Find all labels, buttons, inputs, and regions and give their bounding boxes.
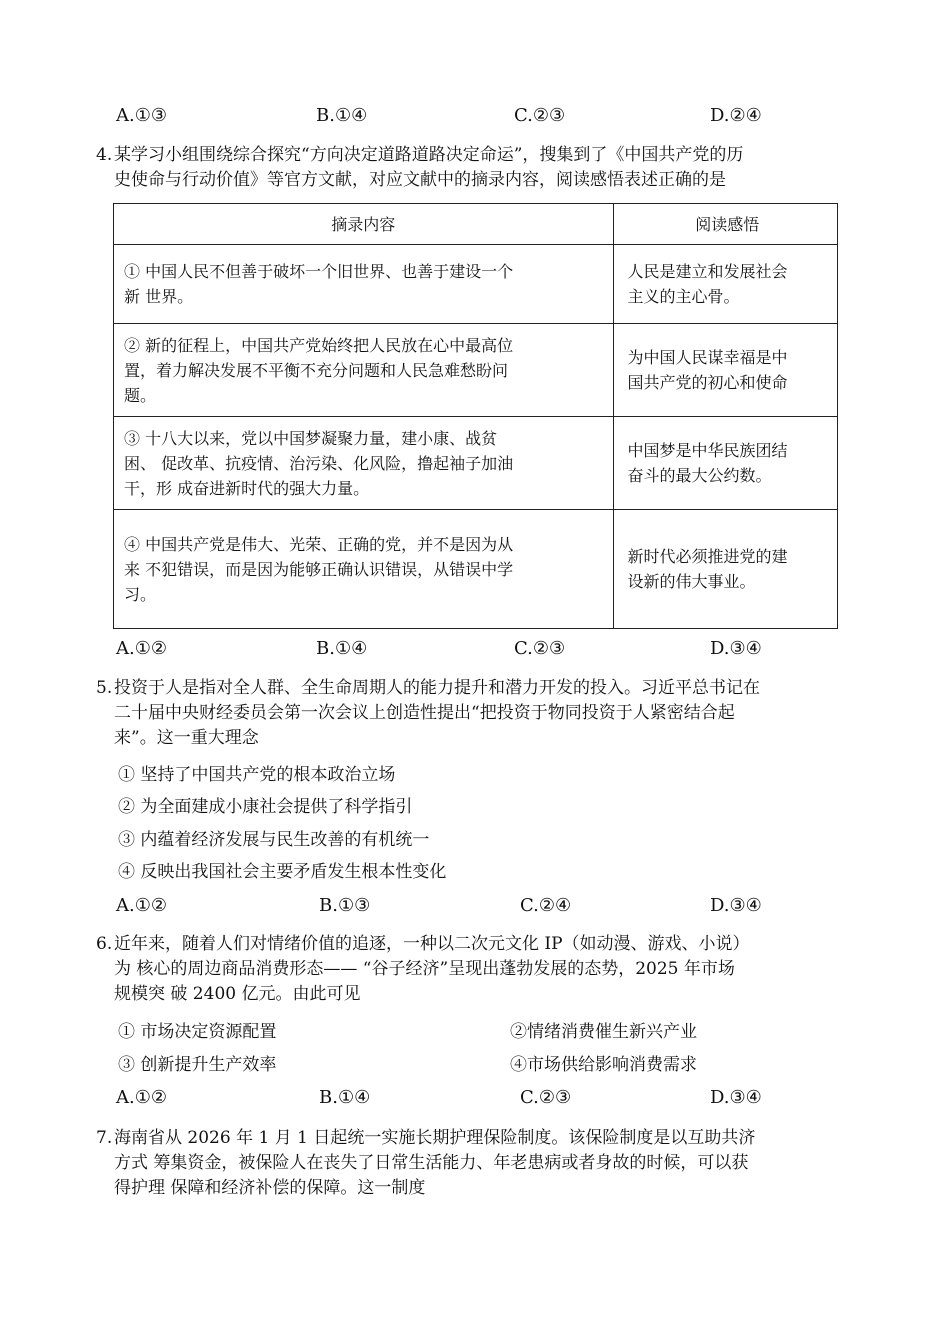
cell-line: 设新的伟大事业。	[627, 572, 756, 591]
cell-line: 来 不犯错误，而是因为能够正确认识错误，从错误中学	[124, 559, 514, 579]
cell-line: 新时代必须推进党的建	[627, 547, 788, 566]
q5-stem-line: 来”。这一重大理念	[114, 728, 259, 748]
table-cell-insight	[613, 510, 837, 629]
cell-line: 国共产党的初心和使命	[627, 373, 788, 392]
table-header-content: 摘录内容	[114, 204, 614, 245]
q6-item-3: ③ 创新提升生产效率	[118, 1055, 277, 1075]
table-row	[114, 510, 838, 629]
q4-stem-line: 某学习小组围绕综合探究“方向决定道路道路决定命运”，搜集到了《中国共产党的历	[114, 145, 744, 165]
q4-option-a: A.①②	[116, 638, 167, 659]
q5-stem-line: 二十届中央财经委员会第一次会议上创造性提出“把投资于物同投资于人紧密结合起	[114, 703, 735, 723]
q3-option-b: B.①④	[316, 105, 368, 126]
cell-line: 主义的主心骨。	[627, 287, 740, 306]
q5-option-c: C.②④	[520, 895, 572, 916]
q4-option-d: D.③④	[710, 638, 762, 659]
table-header-row	[114, 204, 838, 245]
q6-item-1: ① 市场决定资源配置	[118, 1022, 277, 1042]
q5-stem-line: 投资于人是指对全人群、全生命周期人的能力提升和潜力开发的投入。习近平总书记在	[114, 678, 760, 698]
q6-option-a: A.①②	[116, 1087, 167, 1108]
q6-item-4: ④市场供给影响消费需求	[510, 1055, 697, 1075]
q4-options	[116, 638, 836, 666]
q3-options	[116, 105, 836, 133]
q4-option-c: C.②③	[514, 638, 566, 659]
cell-line: 困、 促改革、抗疫情、治污染、化风险，撸起袖子加油	[124, 453, 514, 473]
q3-option-c: C.②③	[514, 105, 566, 126]
q6-option-b: B.①④	[319, 1087, 371, 1108]
q6-option-c: C.②③	[520, 1087, 572, 1108]
table-header-insight: 阅读感悟	[613, 204, 837, 245]
q7-stem-line: 海南省从 2026 年 1 月 1 日起统一实施长期护理保险制度。该保险制度是以互助共济	[114, 1128, 756, 1148]
q5-option-a: A.①②	[116, 895, 167, 916]
table-cell-content	[114, 417, 614, 510]
cell-line: ② 新的征程上，中国共产党始终把人民放在心中最高位	[124, 335, 514, 355]
q4-stem-line: 史使命与行动价值》等官方文献，对应文献中的摘录内容，阅读感悟表述正确的是	[114, 170, 726, 190]
q6-stem	[96, 932, 848, 1007]
q6-stem-line: 为 核心的周边商品消费形态—— “谷子经济”呈现出蓬勃发展的态势，2025 年市场	[114, 959, 735, 979]
cell-line: ④ 中国共产党是伟大、光荣、正确的党，并不是因为从	[124, 534, 514, 554]
table-cell-content	[114, 324, 614, 417]
q4-table	[113, 203, 838, 629]
cell-line: ③ 十八大以来，党以中国梦凝聚力量，建小康、战贫	[124, 428, 498, 448]
cell-line: ① 中国人民不但善于破坏一个旧世界、也善于建设一个	[124, 262, 514, 281]
table-cell-insight	[613, 245, 837, 324]
cell-line: 奋斗的最大公约数。	[627, 466, 772, 485]
table-cell-content	[114, 245, 614, 324]
cell-line: 置，着力解决发展不平衡不充分问题和人民急难愁盼问	[124, 360, 509, 380]
q6-stem-line: 规模突 破 2400 亿元。由此可见	[114, 984, 361, 1004]
q5-item-2: ② 为全面建成小康社会提供了科学指引	[118, 797, 413, 817]
q5-stem	[96, 676, 848, 751]
q5-number: 5.	[96, 678, 113, 698]
q4-stem	[96, 143, 848, 193]
table-cell-content	[114, 510, 614, 629]
q5-item-3: ③ 内蕴着经济发展与民生改善的有机统一	[118, 830, 430, 850]
cell-line: 新 世界。	[124, 287, 194, 306]
q7-number: 7.	[96, 1128, 113, 1148]
q4-option-b: B.①④	[316, 638, 368, 659]
cell-line: 中国梦是中华民族团结	[627, 441, 788, 460]
table-row	[114, 324, 838, 417]
q3-option-a: A.①③	[116, 105, 167, 126]
q7-stem-line: 方式 筹集资金，被保险人在丧失了日常生活能力、年老患病或者身故的时候，可以获	[114, 1153, 749, 1173]
q5-item-4: ④ 反映出我国社会主要矛盾发生根本性变化	[118, 862, 447, 882]
q5-option-d: D.③④	[710, 895, 762, 916]
q7-stem	[96, 1126, 848, 1201]
q6-number: 6.	[96, 934, 113, 954]
cell-line: 干，形 成奋进新时代的强大力量。	[124, 478, 370, 498]
cell-line: 人民是建立和发展社会	[627, 262, 788, 281]
table-row	[114, 245, 838, 324]
q7-stem-line: 得护理 保障和经济补偿的保障。这一制度	[114, 1178, 426, 1198]
q5-options	[116, 895, 836, 923]
q6-option-d: D.③④	[710, 1087, 762, 1108]
table-row	[114, 417, 838, 510]
q6-stem-line: 近年来，随着人们对情绪价值的追逐，一种以二次元文化 IP（如动漫、游戏、小说）	[114, 934, 750, 954]
q5-item-1: ① 坚持了中国共产党的根本政治立场	[118, 765, 396, 785]
q6-options	[116, 1087, 836, 1115]
cell-line: 习。	[124, 584, 157, 604]
cell-line: 为中国人民谋幸福是中	[627, 348, 788, 367]
cell-line: 题。	[124, 385, 157, 405]
q3-option-d: D.②④	[710, 105, 762, 126]
q4-number: 4.	[96, 145, 113, 165]
q5-option-b: B.①③	[319, 895, 371, 916]
table-cell-insight	[613, 417, 837, 510]
q6-item-2: ②情绪消费催生新兴产业	[510, 1022, 697, 1042]
table-cell-insight	[613, 324, 837, 417]
